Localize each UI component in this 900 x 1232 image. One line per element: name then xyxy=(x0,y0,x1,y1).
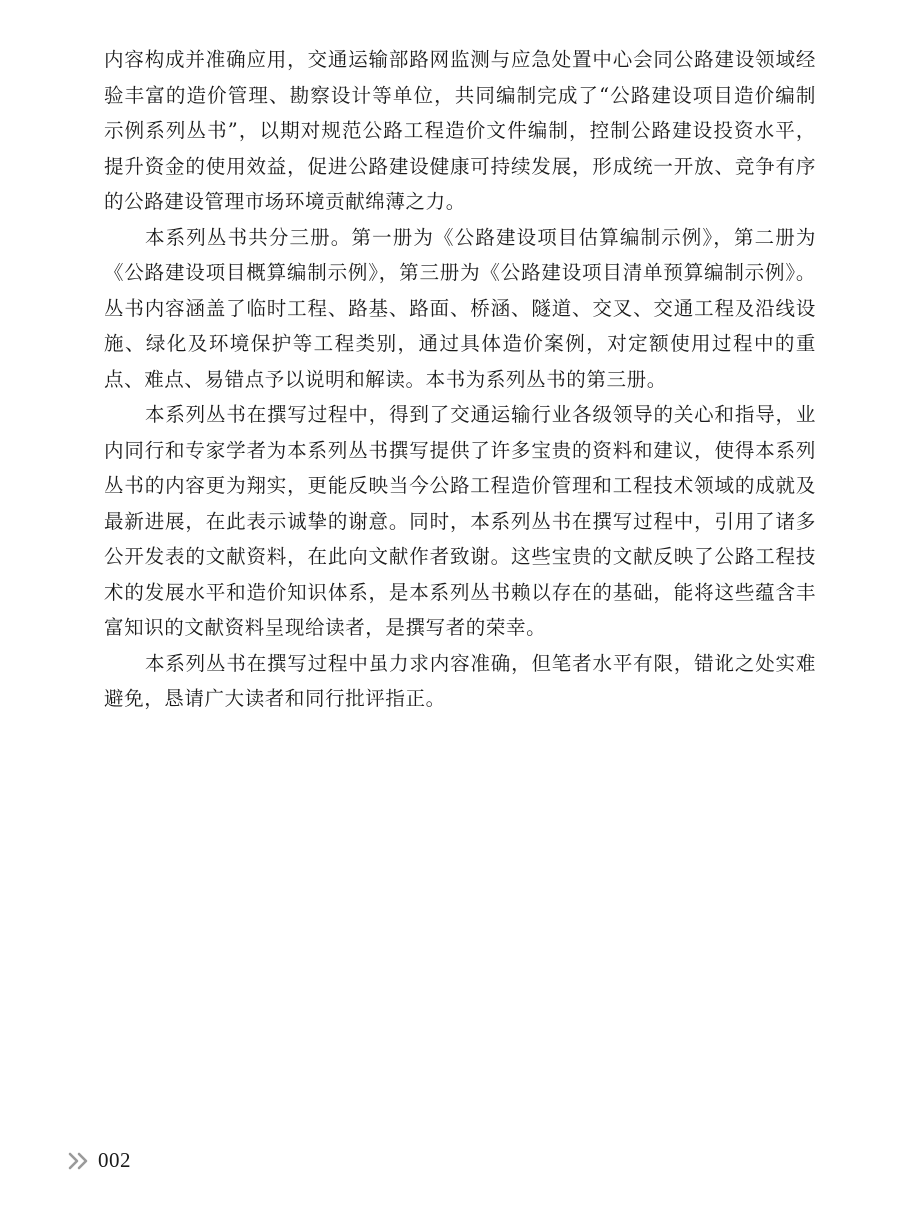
page-footer xyxy=(68,1148,131,1173)
double-chevron-right-icon xyxy=(68,1151,90,1171)
body-text xyxy=(104,42,816,717)
page-number: 002 xyxy=(98,1148,131,1172)
paragraph-acknowledgements: 本系列丛书在撰写过程中，得到了交通运输行业各级领导的关心和指导，业内同行和专家学者为本系列丛书撰写提供了许多宝贵的资料和建议，使得本系列丛书的内容更为翔实，更能反映当今公路工程造价管理和工程技术领域的成就及最新进展，在此表示诚挚的谢意。同时，本系列丛书在撰写过程中，引用了诸多公开发表的文献资料，在此向文献作者致谢。这些宝贵的文献反映了公路工程技术的发展水平和造价知识体系，是本系列丛书赖以存在的基础，能将这些蕴含丰富知识的文献资料呈现给读者，是撰写者的荣幸。 xyxy=(104,403,816,639)
paragraph-continued: 内容构成并准确应用，交通运输部路网监测与应急处置中心会同公路建设领域经验丰富的造价管理、勘察设计等单位，共同编制完成了“公路建设项目造价编制示例系列丛书”，以期对规范公路工程造价文件编制，控制公路建设投资水平，提升资金的使用效益，促进公路建设健康可持续发展，形成统一开放、竞争有序的公路建设管理市场环境贡献绵薄之力。 xyxy=(104,48,816,213)
paragraph-closing: 本系列丛书在撰写过程中虽力求内容准确，但笔者水平有限，错讹之处实难避免，恳请广大读者和同行批评指正。 xyxy=(104,651,816,710)
paragraph-volumes: 本系列丛书共分三册。第一册为《公路建设项目估算编制示例》，第二册为《公路建设项目概算编制示例》，第三册为《公路建设项目清单预算编制示例》。丛书内容涵盖了临时工程、路基、路面、桥涵、隧道、交叉、交通工程及沿线设施、绿化及环境保护等工程类别，通过具体造价案例，对定额使用过程中的重点、难点、易错点予以说明和解读。本书为系列丛书的第三册。 xyxy=(104,225,816,391)
